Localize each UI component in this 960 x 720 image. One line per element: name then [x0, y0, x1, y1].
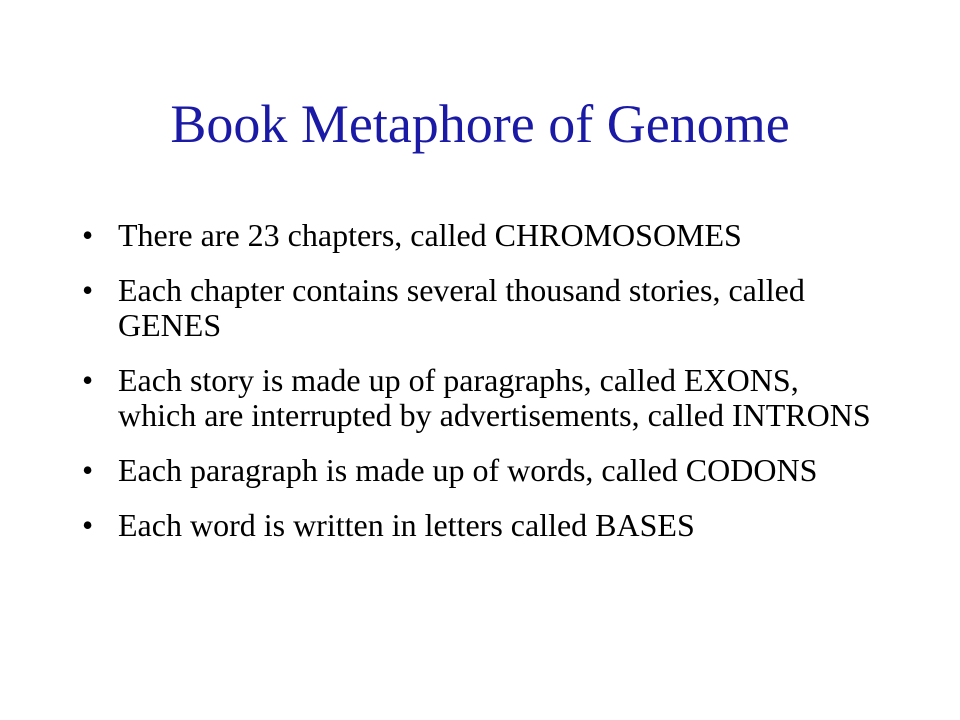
bullet-dot-icon: • — [82, 272, 94, 308]
bullet-item — [82, 363, 882, 433]
bullet-list — [82, 218, 882, 563]
slide-title: Book Metaphore of Genome — [170, 94, 790, 154]
bullet-item — [82, 453, 882, 488]
bullet-text: Each paragraph is made up of words, called CODONS — [118, 452, 818, 488]
bullet-text: Each chapter contains several thousand stories, called GENES — [118, 272, 805, 343]
bullet-text: Each story is made up of paragraphs, called EXONS, which are interrupted by advertisements, called INTRONS — [118, 362, 871, 433]
bullet-item — [82, 508, 882, 543]
bullet-dot-icon: • — [82, 507, 94, 543]
bullet-dot-icon: • — [82, 217, 94, 253]
bullet-item — [82, 218, 882, 253]
bullet-dot-icon: • — [82, 452, 94, 488]
bullet-text: Each word is written in letters called BASES — [118, 507, 695, 543]
bullet-item — [82, 273, 882, 343]
bullet-text: There are 23 chapters, called CHROMOSOMES — [118, 217, 742, 253]
bullet-dot-icon: • — [82, 362, 94, 398]
